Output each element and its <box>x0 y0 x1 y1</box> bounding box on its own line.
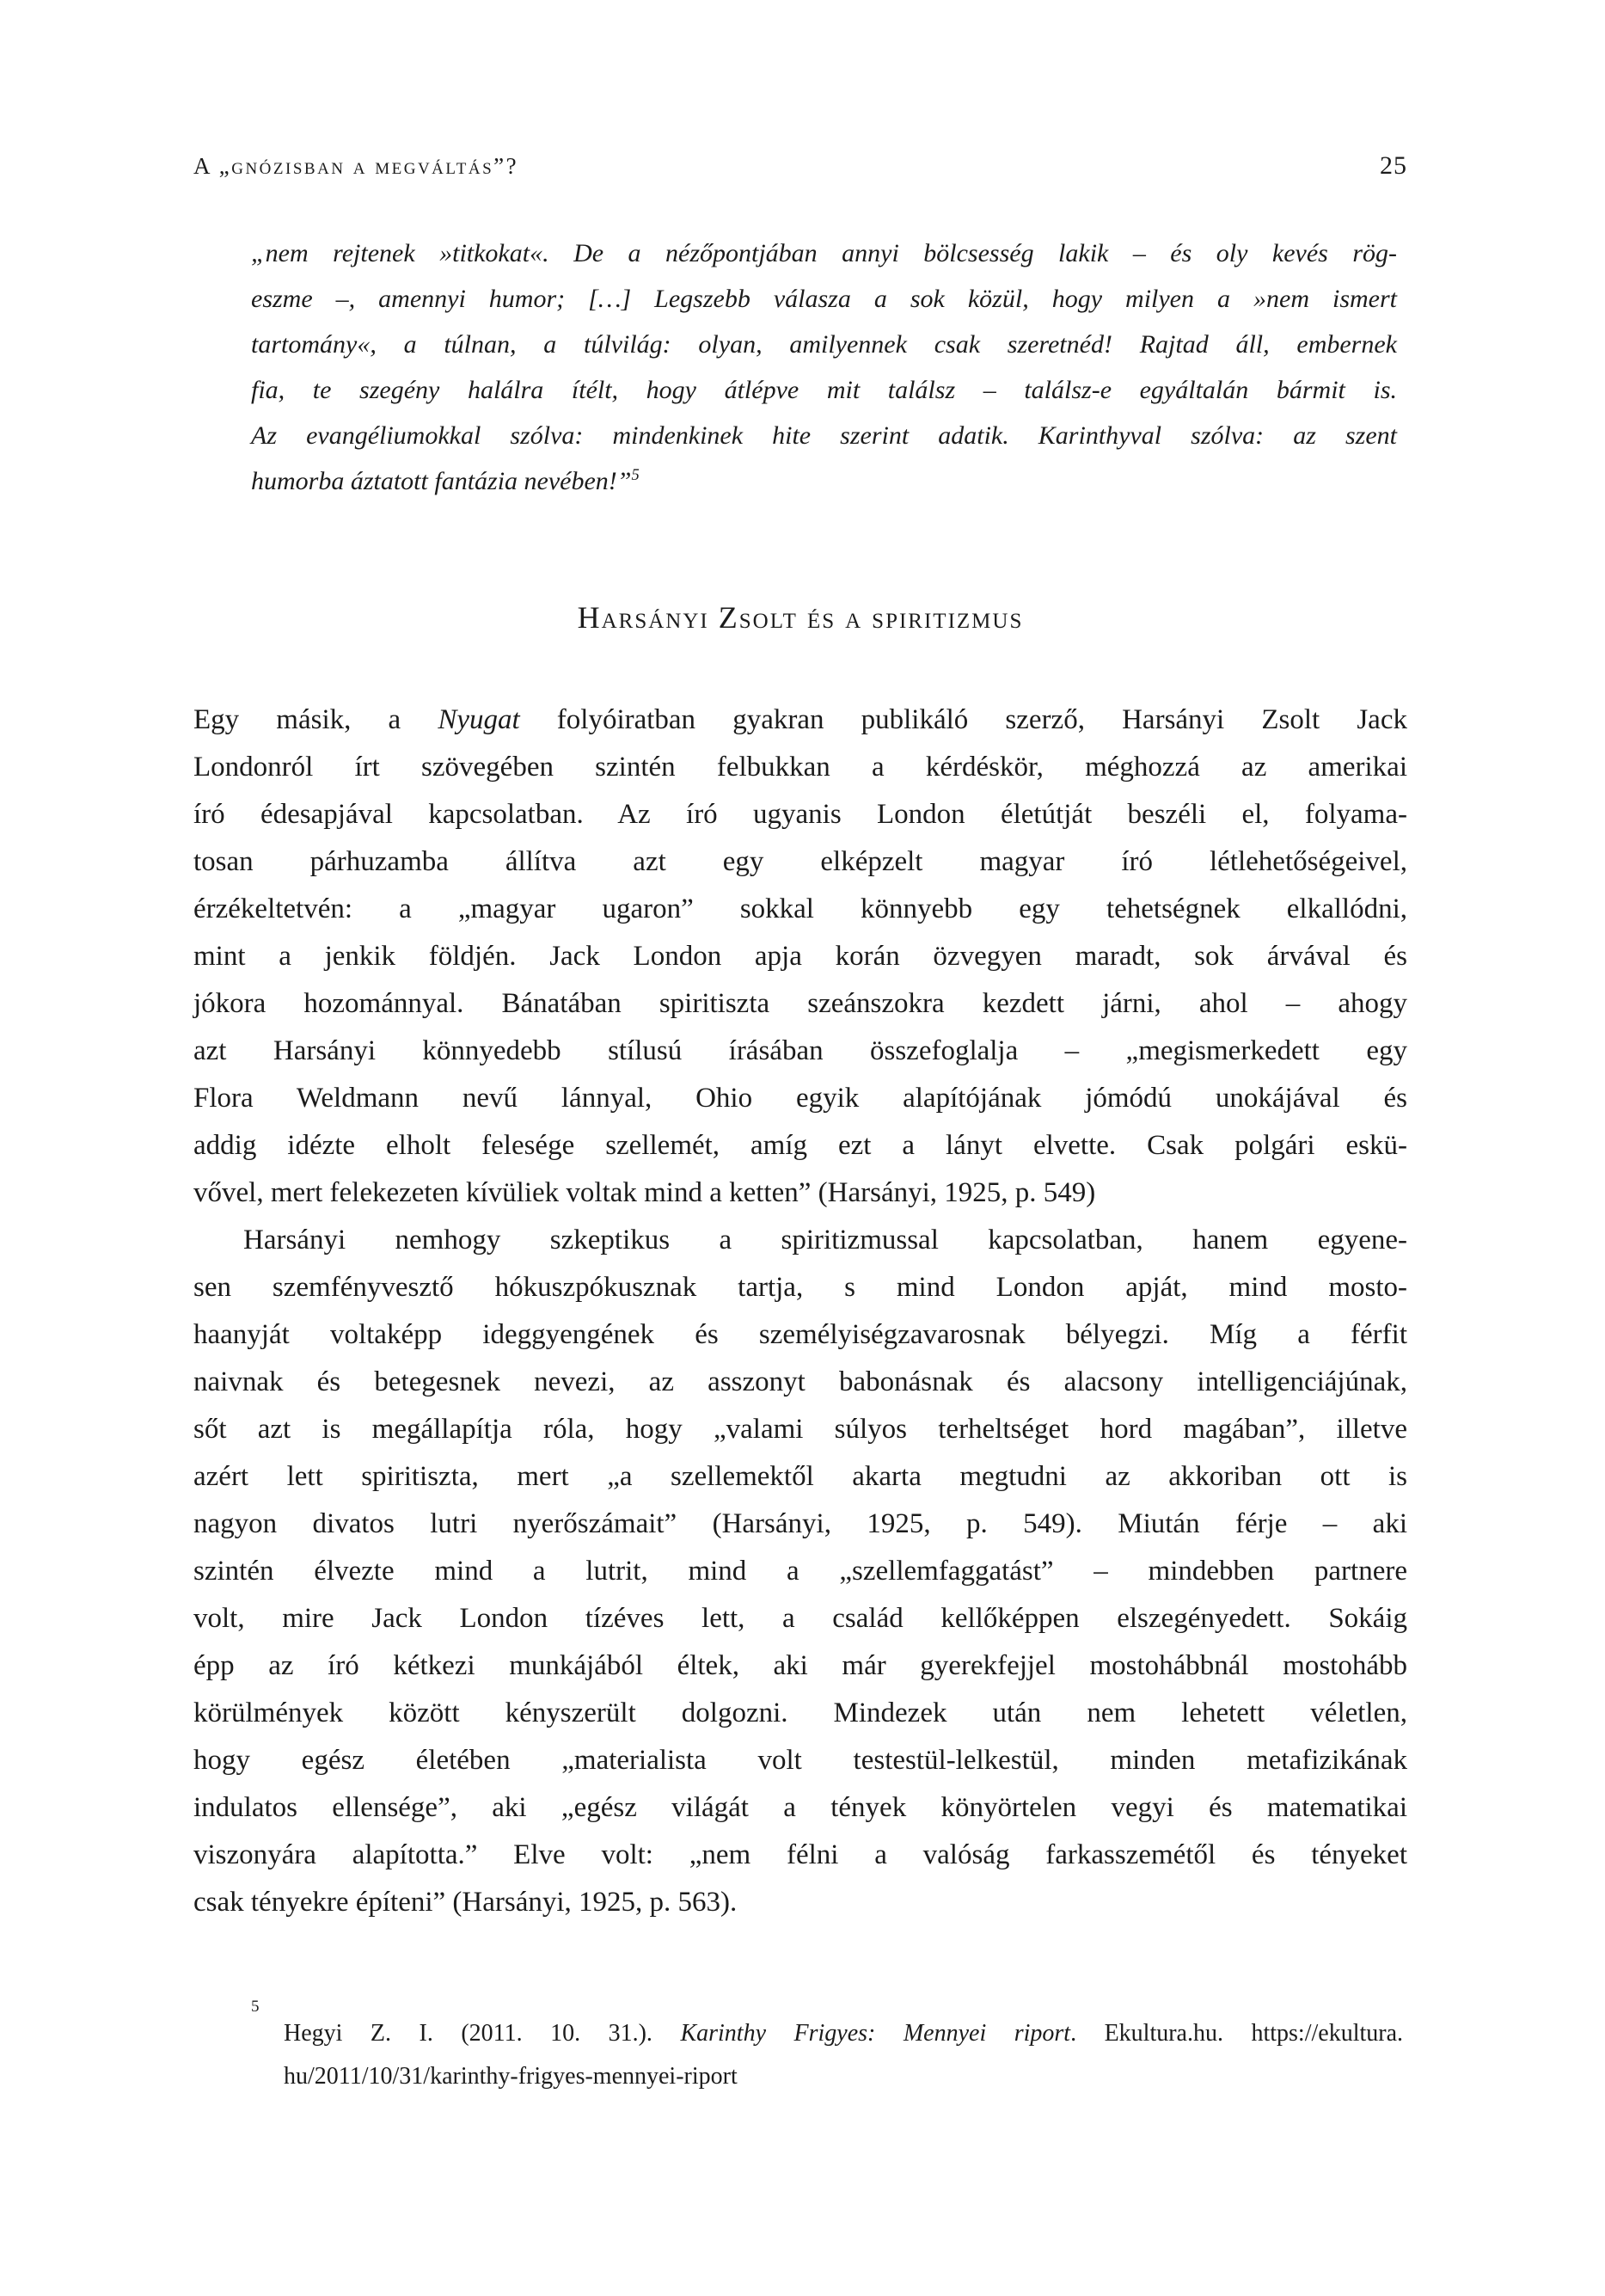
text-line <box>284 2055 1403 2098</box>
text-line <box>284 2012 1403 2055</box>
text-line <box>193 1879 1407 1926</box>
body-text <box>193 697 1407 1926</box>
text-line <box>193 1075 1407 1122</box>
text-line <box>193 933 1407 980</box>
text-segment: jókora hozománnyal. Bánatában spiritiszta szeánszokra kezdett járni, ahol – ahogy <box>193 988 1407 1019</box>
text-segment: csak tényekre építeni” (Harsányi, 1925, p. 563). <box>193 1887 738 1918</box>
footnote-text <box>284 2012 1403 2098</box>
text-segment: viszonyára alapította.” Elve volt: „nem félni a valóság farkasszemétől és tényeket <box>193 1839 1407 1870</box>
text-segment: naivnak és betegesnek nevezi, az asszonyt babonásnak és alacsony intelligenciájúnak, <box>193 1366 1407 1397</box>
text-segment: érzékeltetvén: a „magyar ugaron” sokkal könnyebb egy tehetségnek elkallódni, <box>193 893 1407 924</box>
text-line <box>193 1453 1407 1501</box>
text-segment: hogy egész életében „materialista volt testestül-lelkestül, minden metafizikának <box>193 1745 1407 1776</box>
text-segment: folyóiratban gyakran publikáló szerző, Harsányi Zsolt Jack <box>519 704 1407 735</box>
text-segment: sen szemfényvesztő hókuszpókusznak tartja, s mind London apját, mind mosto- <box>193 1272 1407 1303</box>
text-segment: mint a jenkik földjén. Jack London apja korán özvegyen maradt, sok árvával és <box>193 941 1407 972</box>
text-segment: azt Harsányi könnyedebb stílusú írásában összefoglalja – „megismerkedett egy <box>193 1035 1407 1066</box>
text-segment: nagyon divatos lutri nyerőszámait” (Harsányi, 1925, p. 549). Miután férje – aki <box>193 1508 1407 1539</box>
text-segment: . Ekultura.hu. https://ekultura. <box>1070 2020 1404 2047</box>
superscript-ref: 5 <box>631 466 640 484</box>
text-segment: fia, te szegény halálra ítélt, hogy átlépve mit találsz – találsz-e egyáltalán bármit is. <box>251 376 1397 404</box>
text-segment: eszme –, amennyi humor; […] Legszebb válasza a sok közül, hogy milyen a »nem ismert <box>251 285 1397 313</box>
text-line <box>193 1548 1407 1595</box>
text-segment: Az evangéliumokkal szólva: mindenkinek hite szerint adatik. Karinthyval szólva: az szent <box>251 421 1397 450</box>
section-heading: Harsányi Zsolt és a spiritizmus <box>577 600 1024 635</box>
italic-segment: Karinthy Frigyes: Mennyei riport <box>680 2020 1071 2047</box>
text-line <box>251 413 1397 458</box>
text-line <box>193 1501 1407 1548</box>
paragraph <box>193 1217 1407 1926</box>
text-line <box>193 1217 1407 1264</box>
text-line <box>193 1642 1407 1690</box>
text-line <box>251 230 1397 276</box>
text-line <box>193 697 1407 744</box>
text-segment: tosan párhuzamba állítva azt egy elképzelt magyar író létlehetőségeivel, <box>193 846 1407 877</box>
text-segment: Londonról írt szövegében szintén felbukkan a kérdéskör, méghozzá az amerikai <box>193 752 1407 783</box>
text-segment: Egy másik, a <box>193 704 438 735</box>
text-segment: indulatos ellensége”, aki „egész világát a tények könyörtelen vegyi és matematikai <box>193 1792 1407 1823</box>
text-line <box>193 1122 1407 1169</box>
text-segment: „nem rejtenek »titkokat«. De a nézőpontjában annyi bölcsesség lakik – és oly kevés rög- <box>251 239 1397 267</box>
text-line <box>251 276 1397 322</box>
text-segment: azért lett spiritiszta, mert „a szellemektől akarta megtudni az akkoriban ott is <box>193 1461 1407 1492</box>
text-line <box>193 1311 1407 1359</box>
text-segment: tartomány«, a túlnan, a túlvilág: olyan, amilyennek csak szeretnéd! Rajtad áll, embernek <box>251 330 1397 359</box>
running-head <box>193 151 1407 181</box>
text-line <box>193 1595 1407 1642</box>
page-number: 25 <box>1380 151 1407 180</box>
text-line <box>193 838 1407 886</box>
block-quote <box>251 230 1397 504</box>
text-segment: humorba áztatott fantázia nevében!” <box>251 467 632 495</box>
text-line <box>193 1169 1407 1217</box>
text-segment: Hegyi Z. I. (2011. 10. 31.). <box>284 2020 681 2047</box>
text-segment: hu/2011/10/31/karinthy-frigyes-mennyei-riport <box>284 2063 738 2090</box>
text-segment: körülmények között kényszerült dolgozni. Mindezek után nem lehetett véletlen, <box>193 1697 1407 1728</box>
italic-segment: Nyugat <box>438 704 520 735</box>
text-segment: Flora Weldmann nevű lánnyal, Ohio egyik alapítójának jómódú unokájával és <box>193 1083 1407 1114</box>
text-line <box>251 322 1397 367</box>
text-line <box>193 1690 1407 1737</box>
text-segment: szintén élvezte mind a lutrit, mind a „szellemfaggatást” – mindebben partnere <box>193 1556 1407 1587</box>
text-segment: vővel, mert felekezeten kívüliek voltak mind a ketten” (Harsányi, 1925, p. 549) <box>193 1177 1096 1208</box>
text-line <box>193 1784 1407 1832</box>
text-segment: volt, mire Jack London tízéves lett, a család kellőképpen elszegényedett. Sokáig <box>193 1603 1407 1634</box>
paragraph <box>193 697 1407 1217</box>
text-line <box>193 1737 1407 1784</box>
text-segment: Harsányi nemhogy szkeptikus a spiritizmussal kapcsolatban, hanem egyene- <box>243 1225 1407 1255</box>
text-line <box>193 1028 1407 1075</box>
text-segment: író édesapjával kapcsolatban. Az író ugyanis London életútját beszéli el, folyama- <box>193 799 1407 830</box>
text-line <box>193 980 1407 1028</box>
text-segment: épp az író kétkezi munkájából éltek, aki már gyerekfejjel mostohábbnál mostohább <box>193 1650 1407 1681</box>
running-head-title: A „gnózisban a megváltás”? <box>193 153 519 179</box>
footnote: 5 Hegyi Z. I. (2011. 10. 31.). Karinthy Frigyes: Mennyei riport. Ekultura.hu. https://ekultura. hu/2011/10/31/karinthy-frigyes-mennyei-riport <box>251 2012 1403 2098</box>
text-line <box>193 1406 1407 1453</box>
text-line <box>193 1359 1407 1406</box>
text-segment: haanyját voltaképp ideggyengének és személyiségzavarosnak bélyegzi. Míg a férfit <box>193 1319 1407 1350</box>
text-segment: addig idézte elholt felesége szellemét, amíg ezt a lányt elvette. Csak polgári eskü- <box>193 1130 1407 1161</box>
text-line <box>193 744 1407 791</box>
text-segment: sőt azt is megállapítja róla, hogy „valami súlyos terheltséget hord magában”, illetve <box>193 1414 1407 1445</box>
text-line <box>193 791 1407 838</box>
text-line <box>251 458 1397 504</box>
text-line <box>251 367 1397 413</box>
text-line <box>193 1832 1407 1879</box>
text-line <box>193 1264 1407 1311</box>
text-line <box>193 886 1407 933</box>
